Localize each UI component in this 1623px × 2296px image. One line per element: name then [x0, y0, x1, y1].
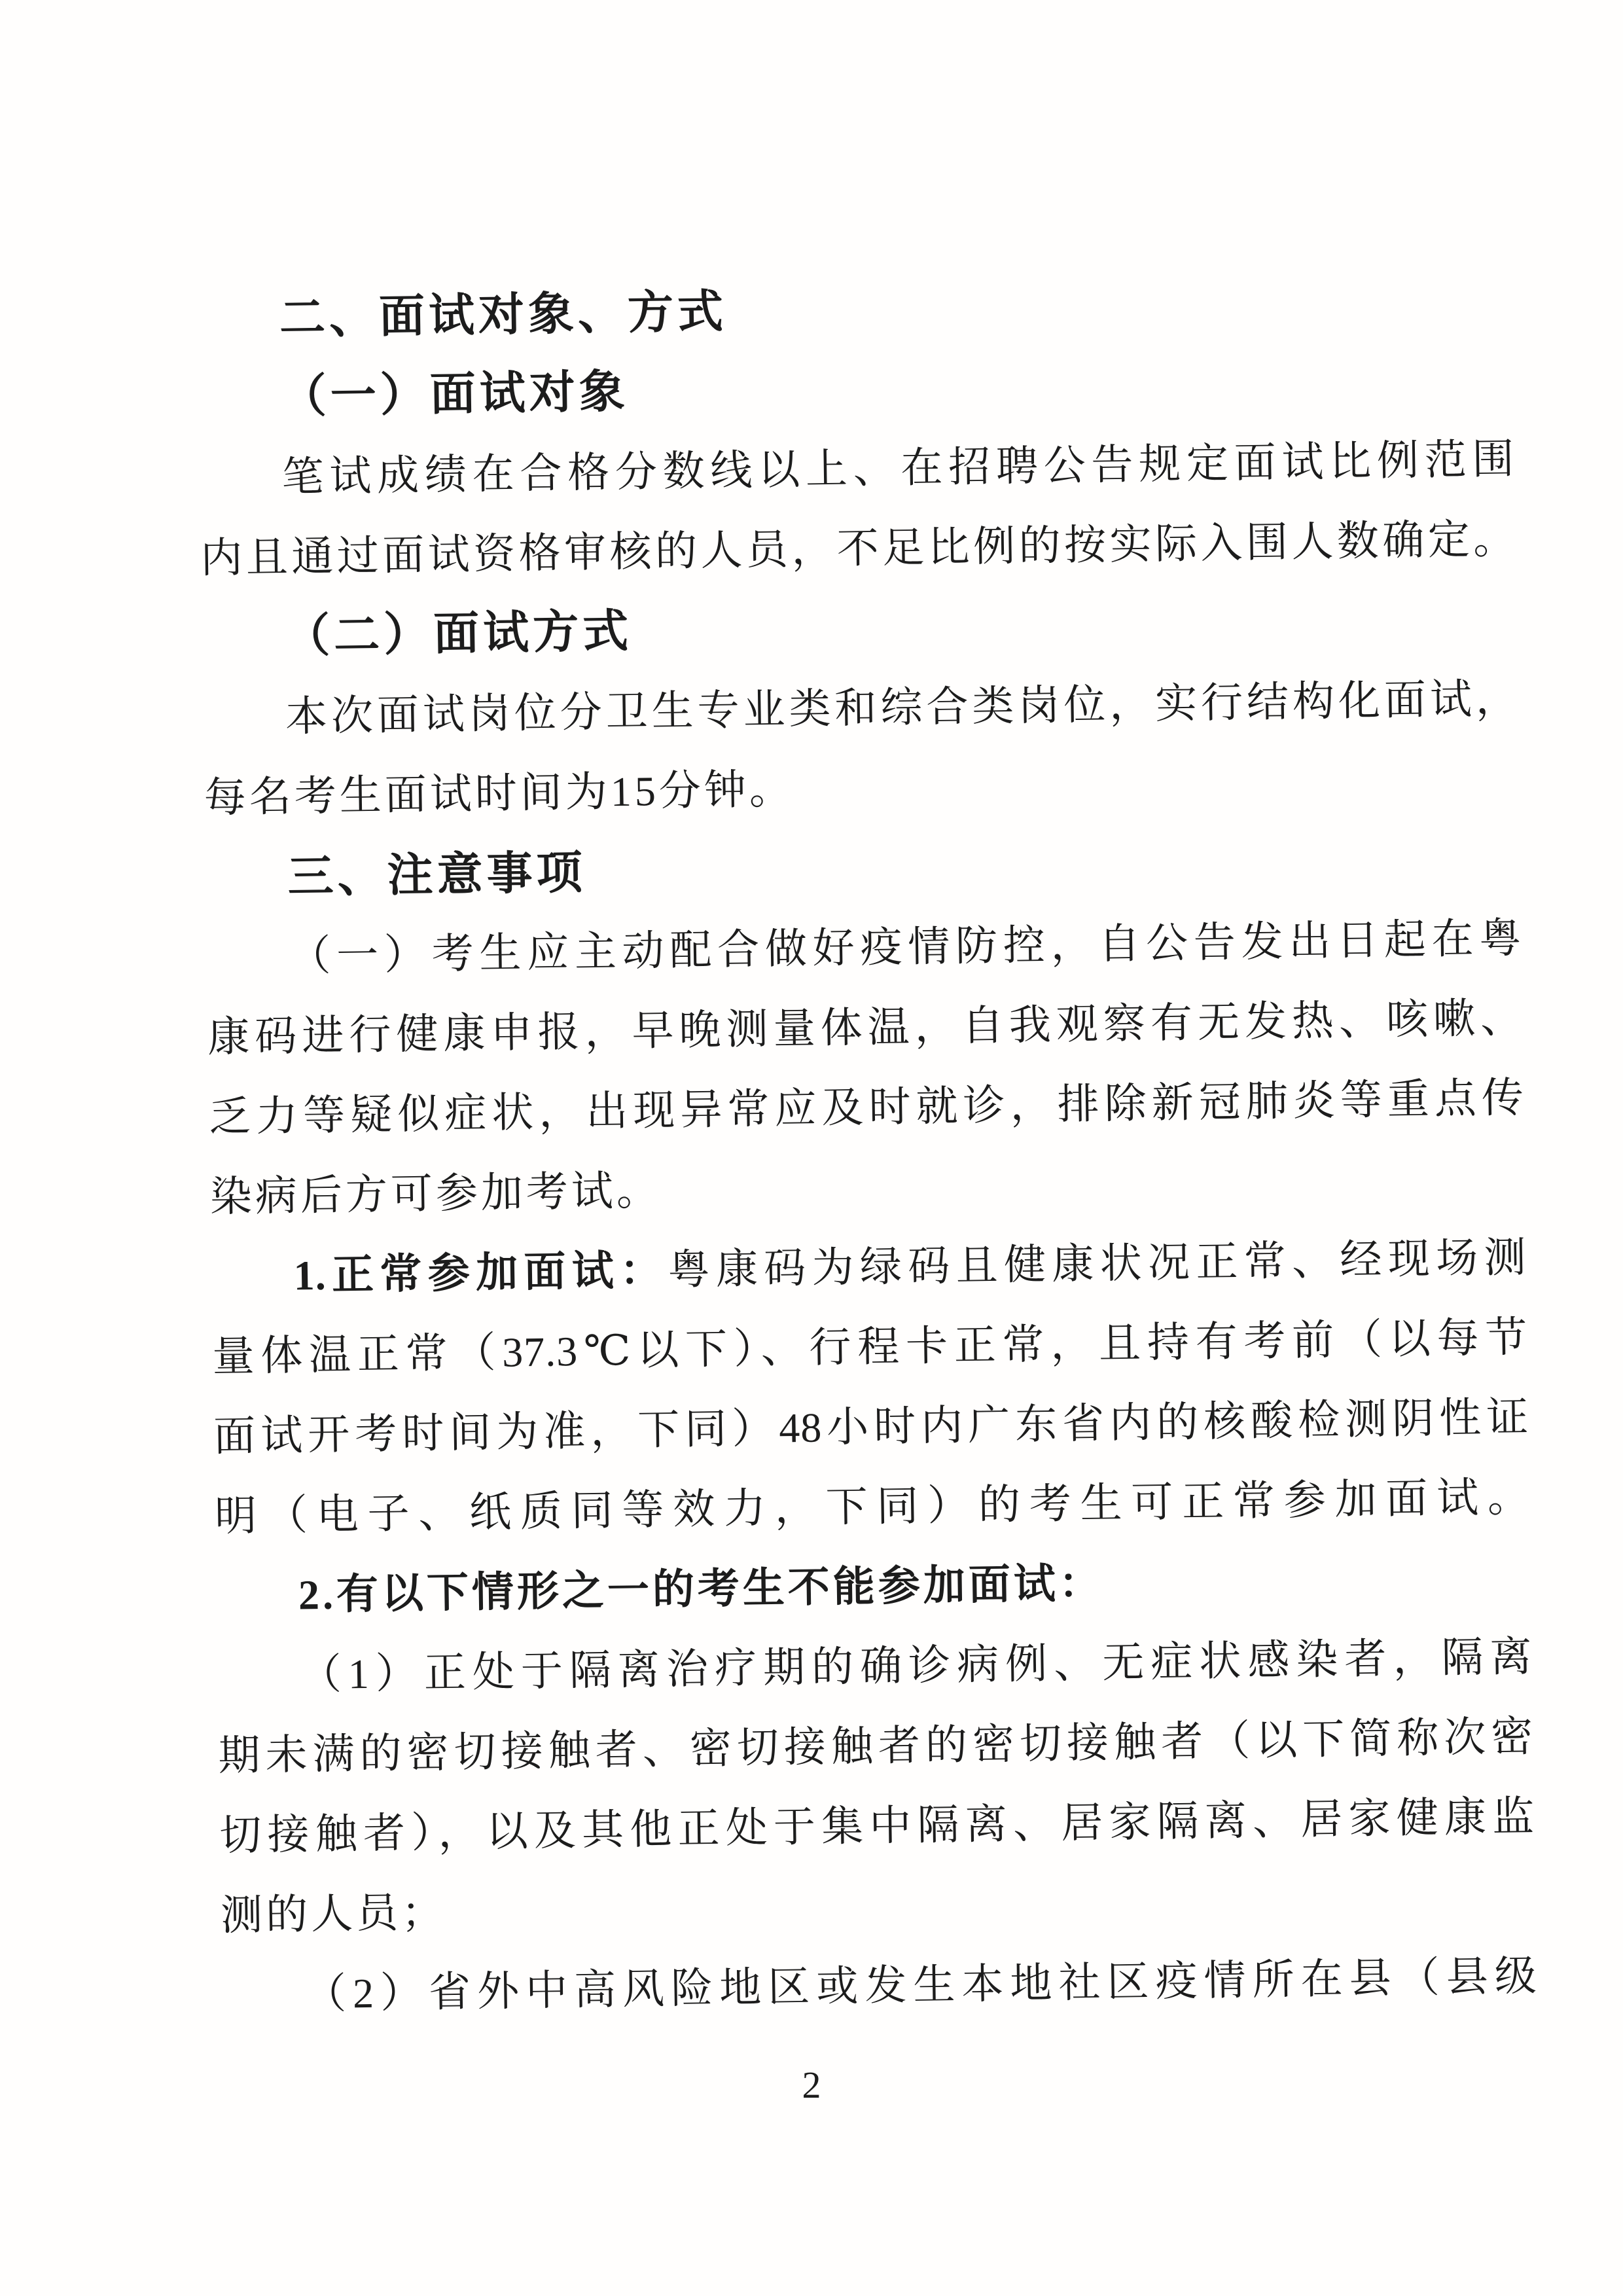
doc-line: 乏力等疑似症状，出现异常应及时就诊，排除新冠肺炎等重点传: [208, 1074, 1525, 1141]
doc-line: 内且通过面试资格审核的人员，不足比例的按实际入围人数确定。: [200, 515, 1516, 582]
doc-line: 本次面试岗位分卫生专业类和综合类岗位，实行结构化面试，: [285, 675, 1519, 740]
doc-line: （一）考生应主动配合做好疫情防控，自公告发出日起在粤: [288, 914, 1522, 980]
doc-line: 切接触者），以及其他正处于集中隔离、居家隔离、居家健康监: [219, 1793, 1535, 1859]
doc-line: 笔试成绩在合格分数线以上、在招聘公告规定面试比例范围: [281, 435, 1515, 501]
subheading-interview-targets: （一）面试对象: [280, 367, 630, 423]
doc-line: 每名考生面试时间为15分钟。: [204, 766, 795, 821]
document-body: [196, 260, 1538, 2036]
doc-line: 量体温正常（37.3℃以下）、行程卡正常，且持有考前（以每节: [212, 1314, 1528, 1380]
doc-line: 测的人员；: [220, 1889, 447, 1939]
doc-line: 染病后方可参加考试。: [209, 1167, 662, 1221]
doc-line: 康码进行健康申报，早晚测量体温，自我观察有无发热、咳嗽、: [207, 994, 1524, 1061]
doc-line: 明（电子、纸质同等效力，下同）的考生可正常参加面试。: [214, 1473, 1531, 1540]
bold-lead-normal-attendance: 1.正常参加面试：: [293, 1247, 669, 1299]
heading-part-two: 二、面试对象、方式: [279, 285, 728, 344]
doc-line: 期未满的密切接触者、密切接触者的密切接触者（以下简称次密: [218, 1713, 1534, 1780]
doc-line: 面试开考时间为准，下同）48小时内广东省内的核酸检测阴性证: [213, 1393, 1529, 1460]
heading-part-three: 三、注意事项: [287, 846, 587, 903]
doc-line-text: 粤康码为绿码且健康状况正常、经现场测: [668, 1234, 1527, 1294]
bold-line-excluded-cases: 2.有以下情形之一的考生不能参加面试：: [298, 1560, 1105, 1619]
subheading-interview-format: （二）面试方式: [283, 606, 633, 662]
doc-line: （2）省外中高风险地区或发生本地社区疫情所在县（县级: [304, 1952, 1538, 2018]
doc-line: （1）正处于隔离治疗期的确诊病例、无症状感染者，隔离: [299, 1633, 1533, 1698]
page-number: 2: [802, 2064, 821, 2106]
